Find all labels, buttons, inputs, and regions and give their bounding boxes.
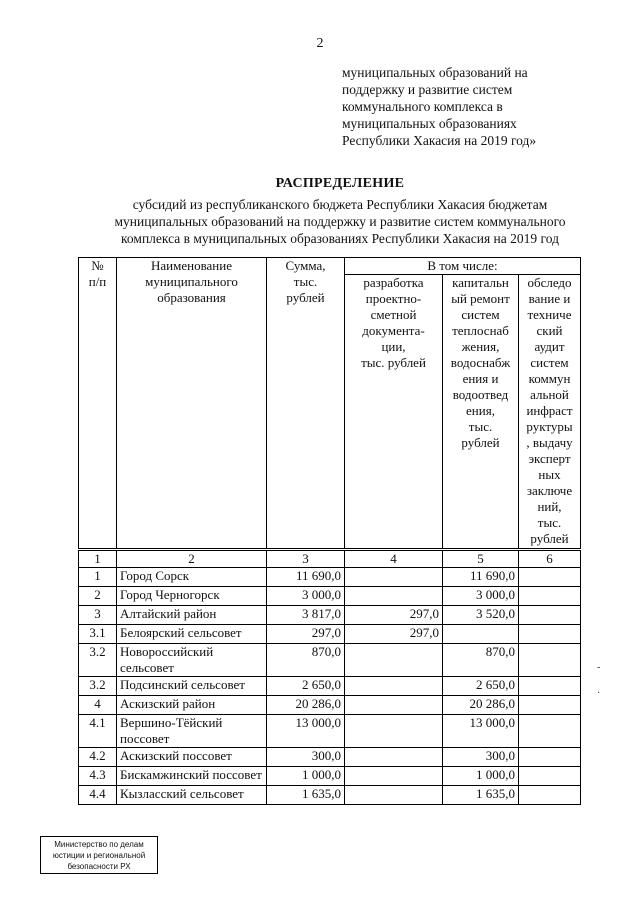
row-number: 4.3	[79, 767, 117, 786]
row-sum: 297,0	[267, 625, 345, 644]
table-row	[79, 677, 581, 696]
row-sum: 1 000,0	[267, 767, 345, 786]
row-municipality-name: Вершино-Тёйский поссовет	[117, 715, 267, 748]
table-row	[79, 767, 581, 786]
subtitle-line: муниципальных образований на поддержку и развитие систем коммунального	[114, 214, 566, 229]
table-row	[79, 568, 581, 587]
header-repair: капитальн ый ремонт систем теплоснаб жения, водоснабж ения и водоотвед ения, тыс. рублей	[443, 275, 519, 550]
row-number: 3.2	[79, 644, 117, 677]
header-line: муниципальных образований на	[342, 65, 528, 80]
header-audit: обследо вание и техниче ский аудит систем коммун альной инфраст руктуры , выдачу эксперт ных заключе ний, тыс. рублей	[519, 275, 581, 550]
stamp-line: юстиции и региональной	[52, 851, 146, 860]
row-audit-amount	[519, 644, 581, 677]
row-repair-amount: 870,0	[443, 644, 519, 677]
row-municipality-name: Кызласский сельсовет	[117, 786, 267, 805]
header-line: поддержку и развитие систем	[342, 82, 513, 97]
column-number-row	[79, 550, 581, 568]
table-header-row	[79, 258, 581, 275]
column-number: 6	[519, 550, 581, 568]
row-design-amount: 297,0	[345, 606, 443, 625]
row-audit-amount	[519, 568, 581, 587]
row-repair-amount: 11 690,0	[443, 568, 519, 587]
margin-mark: ·	[597, 688, 601, 699]
row-design-amount	[345, 748, 443, 767]
row-design-amount	[345, 644, 443, 677]
header-including: В том числе:	[345, 258, 581, 275]
row-sum: 13 000,0	[267, 715, 345, 748]
ministry-stamp	[40, 836, 158, 874]
row-design-amount: 297,0	[345, 625, 443, 644]
document-title: РАСПРЕДЕЛЕНИЕ	[275, 176, 405, 191]
row-audit-amount	[519, 696, 581, 715]
row-number: 3	[79, 606, 117, 625]
table-row	[79, 748, 581, 767]
row-number: 1	[79, 568, 117, 587]
header-line: Республики Хакасия на 2019 год»	[342, 133, 537, 148]
subtitle-line: комплекса в муниципальных образованиях Республики Хакасия на 2019 год	[121, 231, 559, 246]
row-municipality-name: Белоярский сельсовет	[117, 625, 267, 644]
row-sum: 300,0	[267, 748, 345, 767]
row-municipality-name: Аскизский район	[117, 696, 267, 715]
stamp-line: безопасности РХ	[67, 862, 131, 871]
row-sum: 2 650,0	[267, 677, 345, 696]
row-sum: 3 000,0	[267, 587, 345, 606]
row-number: 4.2	[79, 748, 117, 767]
margin-mark: -	[597, 662, 601, 673]
column-number: 1	[79, 550, 117, 568]
row-municipality-name: Новороссийский сельсовет	[117, 644, 267, 677]
row-number: 3.1	[79, 625, 117, 644]
header-name: Наименование муниципального образования	[117, 258, 267, 550]
table-row	[79, 696, 581, 715]
row-repair-amount: 3 520,0	[443, 606, 519, 625]
row-sum: 3 817,0	[267, 606, 345, 625]
row-audit-amount	[519, 786, 581, 805]
table-row	[79, 644, 581, 677]
row-repair-amount: 2 650,0	[443, 677, 519, 696]
row-municipality-name: Аскизский поссовет	[117, 748, 267, 767]
table-row	[79, 715, 581, 748]
stamp-line: Министерство по делам	[54, 840, 144, 849]
row-repair-amount: 1 635,0	[443, 786, 519, 805]
row-audit-amount	[519, 715, 581, 748]
document-subtitle	[80, 196, 600, 247]
row-design-amount	[345, 767, 443, 786]
header-num: № п/п	[79, 258, 117, 550]
row-number: 3.2	[79, 677, 117, 696]
row-municipality-name: Город Черногорск	[117, 587, 267, 606]
row-design-amount	[345, 677, 443, 696]
row-municipality-name: Бискамжинский поссовет	[117, 767, 267, 786]
row-design-amount	[345, 568, 443, 587]
row-municipality-name: Подсинский сельсовет	[117, 677, 267, 696]
header-sum: Сумма, тыс. рублей	[267, 258, 345, 550]
row-audit-amount	[519, 677, 581, 696]
row-municipality-name: Алтайский район	[117, 606, 267, 625]
row-number: 4.1	[79, 715, 117, 748]
row-audit-amount	[519, 748, 581, 767]
column-number: 5	[443, 550, 519, 568]
row-sum: 1 635,0	[267, 786, 345, 805]
row-repair-amount: 3 000,0	[443, 587, 519, 606]
table-row	[79, 587, 581, 606]
table-body	[79, 568, 581, 805]
row-number: 4	[79, 696, 117, 715]
row-audit-amount	[519, 625, 581, 644]
table-row	[79, 625, 581, 644]
row-design-amount	[345, 786, 443, 805]
row-audit-amount	[519, 606, 581, 625]
row-sum: 20 286,0	[267, 696, 345, 715]
row-number: 2	[79, 587, 117, 606]
row-number: 4.4	[79, 786, 117, 805]
row-sum: 11 690,0	[267, 568, 345, 587]
row-audit-amount	[519, 767, 581, 786]
row-municipality-name: Город Сорск	[117, 568, 267, 587]
column-number: 2	[117, 550, 267, 568]
header-design: разработка проектно- сметной документа- ции, тыс. рублей	[345, 275, 443, 550]
header-line: коммунального комплекса в	[342, 99, 503, 114]
document-header-block	[342, 64, 592, 149]
row-design-amount	[345, 696, 443, 715]
row-design-amount	[345, 715, 443, 748]
table-row	[79, 786, 581, 805]
row-audit-amount	[519, 587, 581, 606]
distribution-table	[78, 257, 581, 805]
row-repair-amount: 13 000,0	[443, 715, 519, 748]
table-row	[79, 606, 581, 625]
row-design-amount	[345, 587, 443, 606]
column-number: 3	[267, 550, 345, 568]
page-number: 2	[316, 36, 324, 51]
row-repair-amount	[443, 625, 519, 644]
row-repair-amount: 1 000,0	[443, 767, 519, 786]
column-number: 4	[345, 550, 443, 568]
subtitle-line: субсидий из республиканского бюджета Республики Хакасия бюджетам	[132, 197, 548, 212]
row-repair-amount: 20 286,0	[443, 696, 519, 715]
row-sum: 870,0	[267, 644, 345, 677]
row-repair-amount: 300,0	[443, 748, 519, 767]
header-line: муниципальных образованиях	[342, 116, 517, 131]
